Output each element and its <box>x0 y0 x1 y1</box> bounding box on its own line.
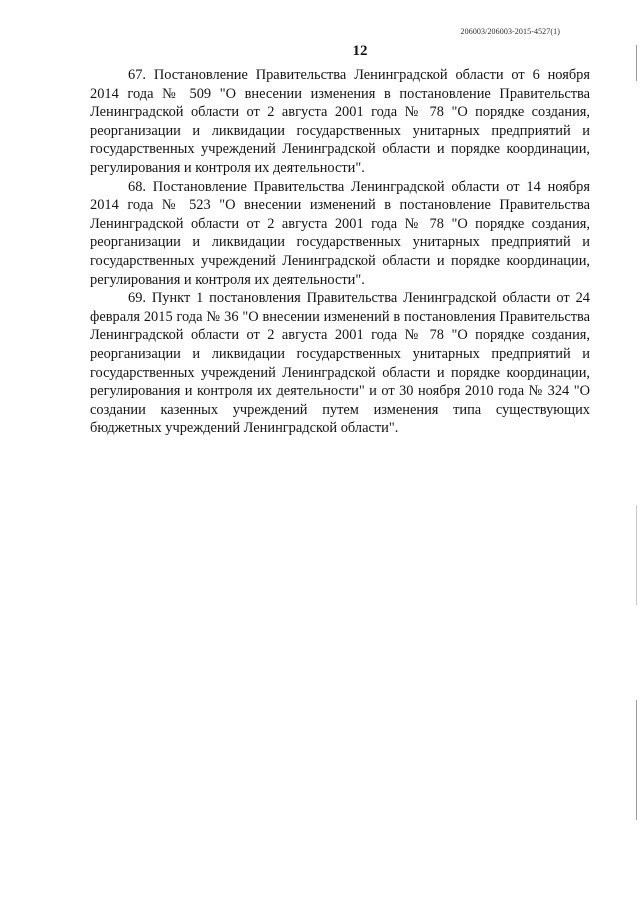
scan-edge-mark-top <box>636 45 637 81</box>
paragraph-68: 68. Постановление Правительства Ленинградской области от 14 ноября 2014 года № 523 "О внесении изменений в постановление Правительства Ленинградской области от 2 августа 2001 года № 78 "О порядке создания, реорганизации и ликвидации государственных унитарных предприятий и государственных учреждений Ленинградской области и порядке координации, регулирования и контроля их деятельности". <box>90 178 590 288</box>
scan-edge-mark-bottom <box>636 700 637 820</box>
document-code: 206003/206003-2015-4527(1) <box>460 27 560 36</box>
paragraph-69: 69. Пункт 1 постановления Правительства Ленинградской области от 24 февраля 2015 года № 36 "О внесении изменений в постановления Правительства Ленинградской области от 2 августа 2001 года № 78 "О порядке создания, реорганизации и ликвидации государственных унитарных предприятий и государственных учреждений Ленинградской области и порядке координации, регулирования и контроля их деятельности" и от 30 ноября 2010 года № 324 "О создании казенных учреждений путем изменения типа существующих бюджетных учреждений Ленинградской области". <box>90 290 590 437</box>
paragraph-67: 67. Постановление Правительства Ленинградской области от 6 ноября 2014 года № 509 "О внесении изменения в постановление Правительства Ленинградской области от 2 августа 2001 года № 78 "О порядке создания, реорганизации и ликвидации государственных унитарных предприятий и государственных учреждений Ленинградской области и порядке координации, регулирования и контроля их деятельности". <box>90 67 590 176</box>
scan-edge-mark-middle <box>636 505 637 605</box>
page-number: 12 <box>352 43 368 59</box>
document-body <box>90 66 590 438</box>
